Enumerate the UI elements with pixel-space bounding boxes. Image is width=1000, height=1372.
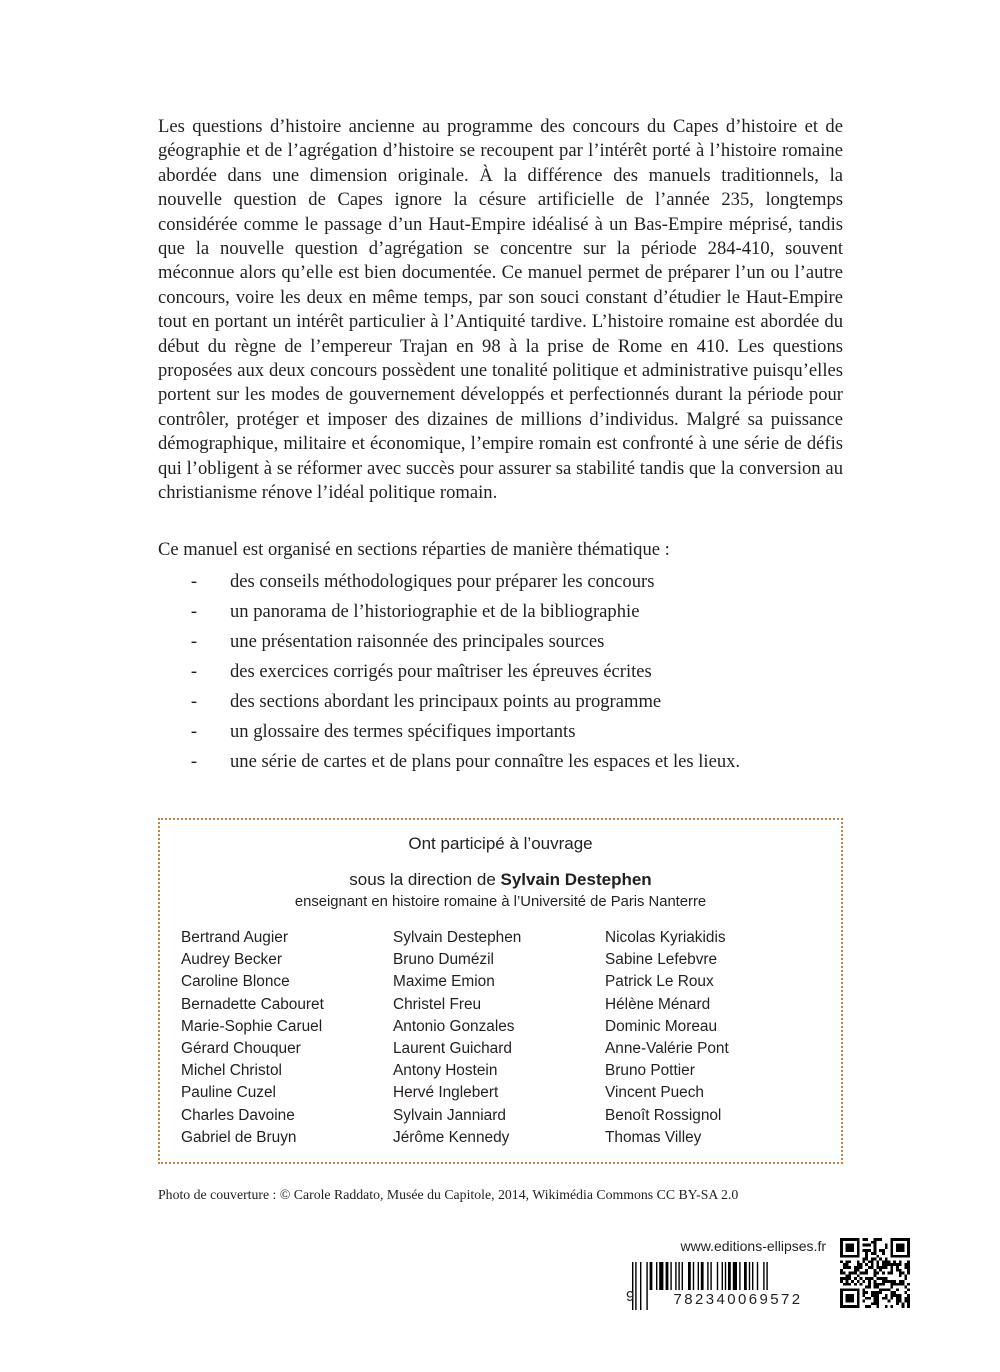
- contributor-name: Bruno Dumézil: [393, 951, 494, 969]
- contributor-name: Sylvain Destephen: [393, 929, 522, 946]
- contributors-column-2: [393, 927, 521, 1149]
- list-item-text: des exercices corrigés pour maîtriser les épreuves écrites: [230, 661, 652, 682]
- isbn-digits: 782340069572: [648, 1290, 828, 1310]
- contributor-name: Pauline Cuzel: [181, 1084, 276, 1102]
- contributor-name: Bruno Pottier: [605, 1062, 695, 1080]
- contributor-name: Christel Freu: [393, 995, 482, 1013]
- list-item-text: un glossaire des termes spécifiques importants: [230, 721, 576, 742]
- contributor-name: Gérard Chouquer: [181, 1039, 301, 1057]
- contributor-name: Sabine Lefebvre: [605, 951, 718, 969]
- contributor-name: Caroline Blonce: [181, 973, 290, 991]
- contributor-name: Gabriel de Bruyn: [181, 1128, 297, 1146]
- list-dash: -: [190, 601, 198, 622]
- list-dash: -: [190, 661, 198, 682]
- qr-code-icon: [840, 1238, 910, 1308]
- list-item: [158, 747, 843, 777]
- contributor-name: Michel Christol: [181, 1062, 282, 1080]
- list-item: [158, 687, 843, 717]
- contributor-name: Benoît Rossignol: [605, 1106, 722, 1124]
- isbn-first-digit: 9: [626, 1288, 635, 1305]
- list-item: [158, 627, 843, 657]
- intro-paragraph: Les questions d’histoire ancienne au programme des concours du Capes d’histoire et de géographie et de l’agrégation d’histoire se recoupent par l’intérêt porté à l’histoire romaine abordée dans une dimension originale. À la différence des manuels traditionnels, la nouvelle question de Capes ignore la césure artificielle de l’année 235, longtemps considérée comme le passage d’un Haut-Empire idéalisé à un Bas-Empire méprisé, tandis que la nouvelle question d’agrégation se concentre sur la période 284-410, souvent méconnue alors qu’elle est bien documentée. Ce manuel permet de préparer l’un ou l’autre concours, voire les deux en même temps, par son souci constant d’étudier le Haut-Empire tout en portant un intérêt particulier à l’Antiquité tardive. L’histoire romaine est abordée du début du règne de l’empereur Trajan en 98 à la prise de Rome en 410. Les questions proposées aux deux concours possèdent une tonalité politique et administrative puisqu’elles portent sur les modes de gouvernement développés et perfectionnés durant la période pour contrôler, protéger et imposer des dizaines de millions d’individus. Malgré sa puissance démographique, militaire et économique, l’empire romain est confronté à une série de défis qui l’obligent à se réformer avec succès pour assurer sa stabilité tandis que la conversion au christianisme rénove l’idéal politique romain.: [158, 116, 843, 504]
- list-dash: -: [190, 571, 198, 592]
- contributor-name: Marie-Sophie Caruel: [181, 1017, 323, 1035]
- contributor-name: Bernadette Cabouret: [181, 995, 324, 1013]
- contributor-name: Laurent Guichard: [393, 1039, 512, 1057]
- director-name: Sylvain Destephen: [500, 870, 652, 889]
- contributor-name: Hélène Ménard: [605, 995, 711, 1013]
- publisher-website: www.editions-ellipses.fr: [680, 1238, 826, 1254]
- contributor-name: Anne-Valérie Pont: [605, 1039, 729, 1057]
- contributor-name: Antonio Gonzales: [393, 1017, 515, 1035]
- sections-intro: Ce manuel est organisé en sections réparties de manière thématique :: [158, 539, 670, 560]
- direction-prefix: sous la direction de: [349, 870, 496, 889]
- list-item-text: une série de cartes et de plans pour connaître les espaces et les lieux.: [230, 751, 741, 772]
- contributor-name: Charles Davoine: [181, 1106, 295, 1124]
- list-item: [158, 597, 843, 627]
- list-item-text: une présentation raisonnée des principales sources: [230, 631, 605, 652]
- contributor-name: Jérôme Kennedy: [393, 1128, 510, 1146]
- list-item-text: un panorama de l’historiographie et de la bibliographie: [230, 601, 640, 622]
- contributor-name: Vincent Puech: [605, 1084, 704, 1102]
- contributor-name: Dominic Moreau: [605, 1017, 718, 1035]
- list-dash: -: [190, 691, 198, 712]
- director-role: enseignant en histoire romaine à l’Université de Paris Nanterre: [294, 894, 707, 910]
- list-item: [158, 717, 843, 747]
- contributors-box: [158, 818, 843, 1164]
- contributor-name: Thomas Villey: [605, 1128, 702, 1146]
- direction-line: [160, 870, 841, 890]
- list-item: [158, 567, 843, 597]
- list-dash: -: [190, 721, 198, 742]
- contributor-name: Bertrand Augier: [181, 929, 288, 946]
- list-item-text: des sections abordant les principaux points au programme: [230, 691, 662, 712]
- list-item: [158, 657, 843, 687]
- contributor-name: Nicolas Kyriakidis: [605, 929, 726, 946]
- sections-list: [158, 567, 843, 777]
- contributor-name: Audrey Becker: [181, 951, 282, 969]
- list-dash: -: [190, 631, 198, 652]
- contributors-heading: Ont participé à l’ouvrage: [408, 834, 593, 853]
- list-dash: -: [190, 751, 198, 772]
- contributor-name: Patrick Le Roux: [605, 973, 714, 991]
- contributor-name: Antony Hostein: [393, 1062, 498, 1080]
- contributors-column-1: [181, 927, 324, 1149]
- list-item-text: des conseils méthodologiques pour préparer les concours: [230, 571, 655, 592]
- photo-credit: Photo de couverture : © Carole Raddato, Musée du Capitole, 2014, Wikimédia Commons CC BY-SA 2.0: [158, 1187, 739, 1202]
- contributor-name: Hervé Inglebert: [393, 1084, 499, 1102]
- contributors-column-3: [605, 927, 729, 1149]
- contributor-name: Sylvain Janniard: [393, 1106, 506, 1124]
- contributor-name: Maxime Emion: [393, 973, 495, 991]
